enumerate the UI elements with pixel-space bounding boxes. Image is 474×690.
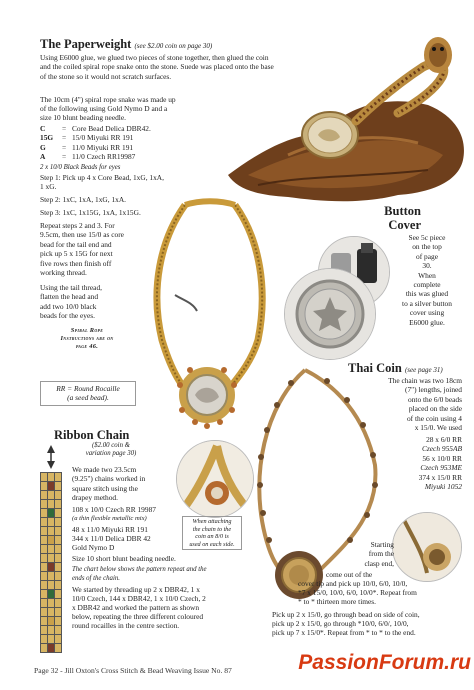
step1-line1: Step 1: Pick up 4 x Core Bead, 1xG, 1xA, xyxy=(40,173,164,182)
thai-para-line: placed on the side xyxy=(408,404,462,414)
ribbon-needle: Size 10 short blunt beading needle. xyxy=(72,554,176,563)
paperweight-para2a: The 10cm (4") spiral rope snake was made up xyxy=(40,95,176,104)
thai-coin-heading xyxy=(348,361,474,377)
legend-list xyxy=(40,124,200,162)
page-footer: Page 32 - Jill Oxton's Cross Stitch & Bead Weaving Issue No. 87 xyxy=(34,666,232,675)
rr-note-line: RR = Round Rocaille xyxy=(56,384,120,393)
step3: Step 3: 1xC, 1x15G, 1xA, 1x15G. xyxy=(40,208,141,217)
thai-items xyxy=(362,435,462,491)
thai-para-line: The chain was two 18cm xyxy=(388,376,462,385)
repeat-line: Repeat steps 2 and 3. For xyxy=(40,221,115,230)
legend-desc: Core Bead Delica DBR42. xyxy=(72,124,151,133)
thai-para-line: x 15/0. We used xyxy=(414,423,462,433)
button-cover-line: 30. xyxy=(422,261,432,271)
attach-note-box xyxy=(182,516,242,550)
tail-line: flatten the head and xyxy=(40,292,99,302)
ribbon-item-note: (a thin flexible metallic mix) xyxy=(72,515,147,522)
thai-item-line: 28 x 6/0 RR xyxy=(426,435,462,444)
tail-line: Using the tail thread, xyxy=(40,283,102,292)
attach-note-line: coin an 8/0 is xyxy=(195,533,229,541)
legend-desc: 11/0 Czech RR19987 xyxy=(72,152,136,162)
step2: Step 2: 1xC, 1xA, 1xG, 1xA. xyxy=(40,195,127,204)
button-cover-photo-bottom xyxy=(284,268,376,360)
ribbon-para xyxy=(72,465,182,503)
repeat-line: working thread. xyxy=(40,268,87,278)
ribbon-item: 108 x 10/0 Czech RR 19987 xyxy=(72,505,156,514)
button-cover-line: See 5c piece xyxy=(408,233,446,242)
thai-pick-line: Pick up 2 x 15/0, go through bead on side of coin, xyxy=(272,610,420,619)
ribbon-chart-note: ends of the chain. xyxy=(72,575,120,582)
legend-row: A = 11/0 Czech RR19987 xyxy=(40,152,136,162)
thai-para-line: of the coin using 4 xyxy=(406,413,462,423)
button-cover-line: E6000 glue. xyxy=(409,317,445,327)
tail-line: add two 10/0 black xyxy=(40,301,97,311)
paperweight-para1: Using E6000 glue, we glued two pieces of stone together, then glued the coin and the coiled spiral rope snake onto the stone. Suede was placed onto the base of the stone so it would not scratch surfaces. xyxy=(40,53,274,81)
thai-start-line: from the xyxy=(368,549,394,559)
bead-cell xyxy=(54,643,62,653)
legend-code: 15G xyxy=(40,133,54,143)
button-cover-line: complete xyxy=(413,280,441,290)
ribbon-subtitle-line: variation page 30) xyxy=(85,450,137,458)
ribbon-item: 344 x 11/0 Delica DBR 42 xyxy=(72,534,151,543)
ribbon-item: Gold Nymo D xyxy=(72,543,115,552)
ribbon-chain-title: Ribbon Chain xyxy=(54,428,130,442)
spiral-ref-line: Instructions are on xyxy=(60,335,114,342)
repeat-line: 9.5cm, then use 15/0 as core xyxy=(40,230,124,240)
ribbon-thread: round rocailles in the centre section. xyxy=(72,621,180,630)
watermark: PassionForum.ru xyxy=(298,651,471,674)
legend-code: C xyxy=(40,124,46,133)
attach-note-line: When attaching xyxy=(192,518,232,525)
paperweight-para2c: size 10 blunt beading needle. xyxy=(40,113,126,122)
ribbon-para-line: drapey method. xyxy=(72,493,118,503)
attach-note-line: used on each side. xyxy=(189,540,235,548)
thai-coin-para xyxy=(362,376,462,432)
button-cover-line: to a silver button xyxy=(402,298,452,308)
eyes-note: 2 x 10/0 Black Beads for eyes xyxy=(40,164,121,171)
ribbon-para-line: square stitch using the xyxy=(72,483,138,493)
button-cover-text xyxy=(386,233,468,327)
thai-coin-subtitle: (see page 31) xyxy=(404,366,443,374)
repeat-line: pick up 5 x 15G for next xyxy=(40,249,113,259)
ribbon-chain-closeup-photo xyxy=(176,440,254,518)
attach-note-line: the chain to the xyxy=(192,525,232,533)
button-cover-line: cover using xyxy=(409,308,445,318)
thai-cover-line: cover tip and pick up 10/0, 6/0, 10/0, xyxy=(298,579,408,588)
legend-row: G = 11/0 Miyuki RR 191 xyxy=(40,142,134,152)
rr-note-line: (a seed bead). xyxy=(67,393,109,403)
step1-line2: 1 xG. xyxy=(40,182,57,191)
thai-start-line: Starting xyxy=(370,540,394,549)
legend-desc: 15/0 Miyuki RR 191 xyxy=(72,133,134,143)
ribbon-thread: We started by threading up 2 x DBR42, 1 x xyxy=(72,585,200,594)
thai-item-detail: Czech 953ME xyxy=(420,463,462,473)
thai-pick-line: pick up 2 x 15/0, go through *10/0, 6/0/, 10/0, xyxy=(272,619,409,628)
thai-item-detail: Czech 955AB xyxy=(421,444,462,454)
thai-coin-closeup-photo xyxy=(392,512,462,582)
ribbon-para-line: We made two 23.5cm xyxy=(72,465,137,474)
spiral-ref-line: page 46. xyxy=(75,343,99,350)
paperweight-title: The Paperweight xyxy=(40,37,132,51)
ribbon-thread: x DBR42 and worked the pattern as shown xyxy=(72,603,200,612)
thai-cover-line: * to * thirteen more times. xyxy=(298,597,376,606)
button-cover-line: on the top xyxy=(412,242,442,252)
ribbon-para-line: (9.25") chains worked in xyxy=(72,474,146,484)
paperweight-heading xyxy=(40,37,300,53)
legend-code: G xyxy=(40,142,46,152)
ribbon-thread: 10/0 Czech, 144 x DBR42, 1 x 10/0 Czech, 2 xyxy=(72,594,206,603)
ribbon-item: 48 x 11/0 Miyuki RR 191 xyxy=(72,525,148,534)
thai-cover-line: *7 x 15/0, 10/0, 6/0, 10/0*. Repeat from xyxy=(298,588,417,597)
spiral-rope-ref xyxy=(40,327,134,351)
repeat-line: bead for the tail end and xyxy=(40,239,112,249)
tail-para xyxy=(40,283,140,321)
legend-code: A xyxy=(40,152,46,162)
button-cover-line: of page xyxy=(416,251,438,261)
button-cover-heading xyxy=(365,204,421,232)
thai-para-line: (7") lengths, joined xyxy=(405,385,462,395)
thai-item-line: 56 x 10/0 RR xyxy=(422,453,462,463)
thai-start-line: clasp end, xyxy=(364,558,394,568)
paperweight-subtitle: (see $2.00 coin on page 30) xyxy=(134,42,213,50)
rr-note-box xyxy=(40,381,136,406)
paperweight-para2b: of the following using Gold Nymo D and a xyxy=(40,104,168,113)
thai-item-detail: Miyuki 1052 xyxy=(424,482,462,492)
repeat-line: five rows then finish off xyxy=(40,258,112,268)
thai-item-line: 374 x 15/0 RR xyxy=(418,472,462,482)
ribbon-thread: below, repeating the three different coloured xyxy=(72,612,204,621)
ribbon-subtitle-line: ($2.00 coin & xyxy=(92,442,130,449)
button-cover-title: Cover xyxy=(388,218,421,232)
tail-line: beads for the eyes. xyxy=(40,311,95,321)
thai-para-line: onto the 6/0 beads xyxy=(408,394,462,404)
ribbon-chain-subtitle xyxy=(66,442,156,458)
thai-coin-title: Thai Coin xyxy=(348,361,402,375)
button-cover-line: When xyxy=(418,270,436,280)
legend-row: 15G = 15/0 Miyuki RR 191 xyxy=(40,133,134,143)
thai-pick-line: pick up 7 x 15/0*. Repeat from * to * to the end. xyxy=(272,628,416,637)
legend-row: C = Core Bead Delica DBR42. xyxy=(40,124,151,133)
button-cover-line: this was glued xyxy=(405,289,449,299)
bead-grid xyxy=(40,472,62,654)
spiral-ref-line: Spiral Rope xyxy=(70,327,104,334)
thai-come-line: come out of the xyxy=(326,570,373,579)
ribbon-chart-note: The chart below shows the pattern repeat and the xyxy=(72,566,207,573)
thai-start-text xyxy=(328,540,394,568)
legend-desc: 11/0 Miyuki RR 191 xyxy=(72,142,134,152)
button-cover-title: Button xyxy=(384,204,421,218)
